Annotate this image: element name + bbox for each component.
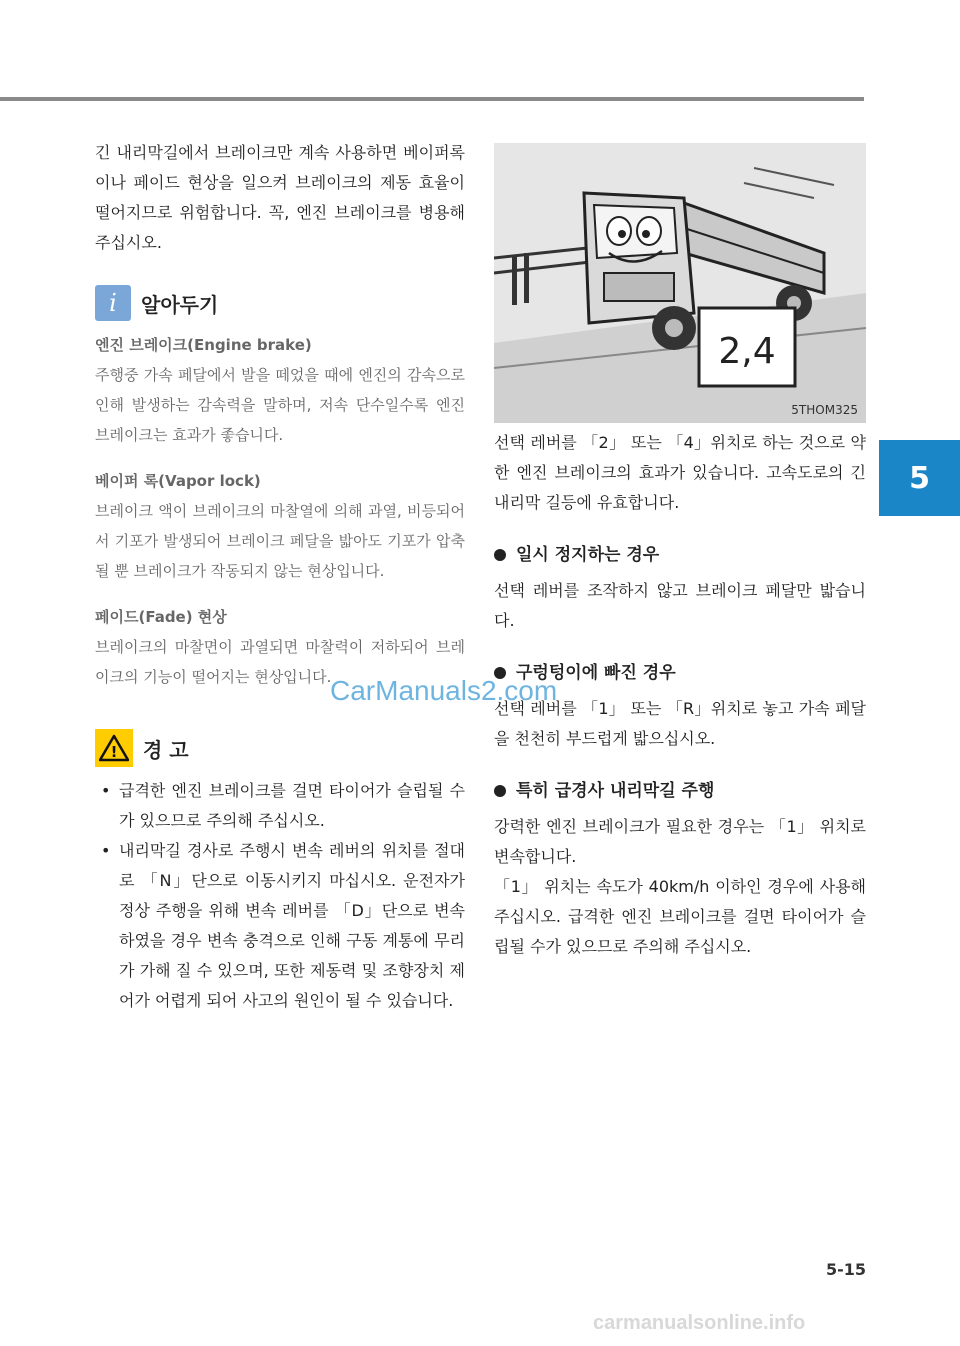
figure-code: 5THOM325	[791, 403, 858, 417]
section-title-text: 특히 급경사 내리막길 주행	[516, 781, 715, 801]
section-title-text: 구렁텅이에 빠진 경우	[516, 663, 676, 683]
warning-triangle-icon	[95, 729, 133, 767]
section-text-downhill: 강력한 엔진 브레이크가 필요한 경우는 「1」 위치로 변속합니다.	[494, 817, 866, 866]
section-title-downhill	[494, 776, 866, 806]
section-text-stop: 선택 레버를 조작하지 않고 브레이크 페달만 밟습니다.	[494, 581, 866, 630]
chapter-tab[interactable]: 5	[879, 440, 960, 516]
bullet-dot-icon	[494, 785, 506, 797]
warning-title: 경 고	[143, 737, 189, 762]
top-rule	[0, 97, 864, 101]
svg-text:!: !	[110, 743, 118, 761]
intro-paragraph: 긴 내리막길에서 브레이크만 계속 사용하면 베이퍼록이나 페이드 현상을 일으켜 브레이크의 제동 효율이 떨어지므로 위험합니다. 꼭, 엔진 브레이크를 병용해 주십시오.	[95, 143, 465, 252]
note-text-fade: 브레이크의 마찰면이 과열되면 마찰력이 저하되어 브레이크의 기능이 떨어지는 현상입니다.	[95, 638, 465, 686]
truck-illustration	[494, 143, 866, 423]
page-number: 5-15	[826, 1260, 867, 1279]
gear-sign-label: 2,4	[718, 331, 776, 372]
figure-caption: 선택 레버를 「2」 또는 「4」위치로 하는 것으로 약한 엔진 브레이크의 효과가 있습니다. 고속도로의 긴 내리막 길등에 유효합니다.	[494, 433, 866, 512]
section-title-text: 일시 정지하는 경우	[516, 545, 660, 565]
info-title: 알아두기	[141, 292, 219, 317]
footer-watermark: carmanualsonline.info	[593, 1312, 806, 1334]
note-heading-vapor-lock: 베이퍼 록(Vapor lock)	[95, 472, 261, 490]
note-heading-engine-brake: 엔진 브레이크(Engine brake)	[95, 336, 312, 354]
truck-drawing	[494, 143, 866, 423]
warning-list	[95, 776, 465, 1016]
bullet-dot-icon	[494, 549, 506, 561]
note-text-vapor-lock: 브레이크 액이 브레이크의 마찰열에 의해 과열, 비등되어서 기포가 발생되어 브레이크 페달을 밟아도 기포가 압축될 뿐 브레이크가 작동되지 않는 현상입니다.	[95, 502, 465, 580]
warning-item: • 내리막길 경사로 주행시 변속 레버의 위치를 절대로 「N」단으로 이동시키지 마십시오. 운전자가 정상 주행을 위해 변속 레버를 「D」단으로 변속하였을 경우 변속 충격으로 인해 구동 계통에 무리가 가해 질 수 있으며, 또한 제동력 및 조향장치 제어가 어렵게 되어 사고의 원인이 될 수 있습니다.	[95, 836, 465, 1016]
info-box-header	[95, 284, 465, 322]
info-icon: i	[95, 285, 131, 321]
section-title-stop	[494, 540, 866, 570]
right-column	[494, 138, 866, 962]
warning-header	[95, 728, 465, 768]
section-text-stuck: 선택 레버를 「1」 또는 「R」위치로 놓고 가속 페달을 천천히 부드럽게 밟으십시오.	[494, 699, 866, 748]
left-column	[95, 138, 465, 1016]
note-heading-fade: 페이드(Fade) 현상	[95, 608, 227, 626]
note-text-engine-brake: 주행중 가속 페달에서 발을 떼었을 때에 엔진의 감속으로 인해 발생하는 감속력을 말하며, 저속 단수일수록 엔진 브레이크는 효과가 좋습니다.	[95, 366, 465, 444]
section-text-downhill-2: 「1」 위치는 속도가 40km/h 이하인 경우에 사용해 주십시오. 급격한 엔진 브레이크를 걸면 타이어가 슬립될 수가 있으므로 주의해 주십시오.	[494, 877, 866, 956]
warning-item: • 급격한 엔진 브레이크를 걸면 타이어가 슬립될 수가 있으므로 주의해 주십시오.	[95, 776, 465, 836]
watermark: CarManuals2.com	[330, 675, 558, 706]
